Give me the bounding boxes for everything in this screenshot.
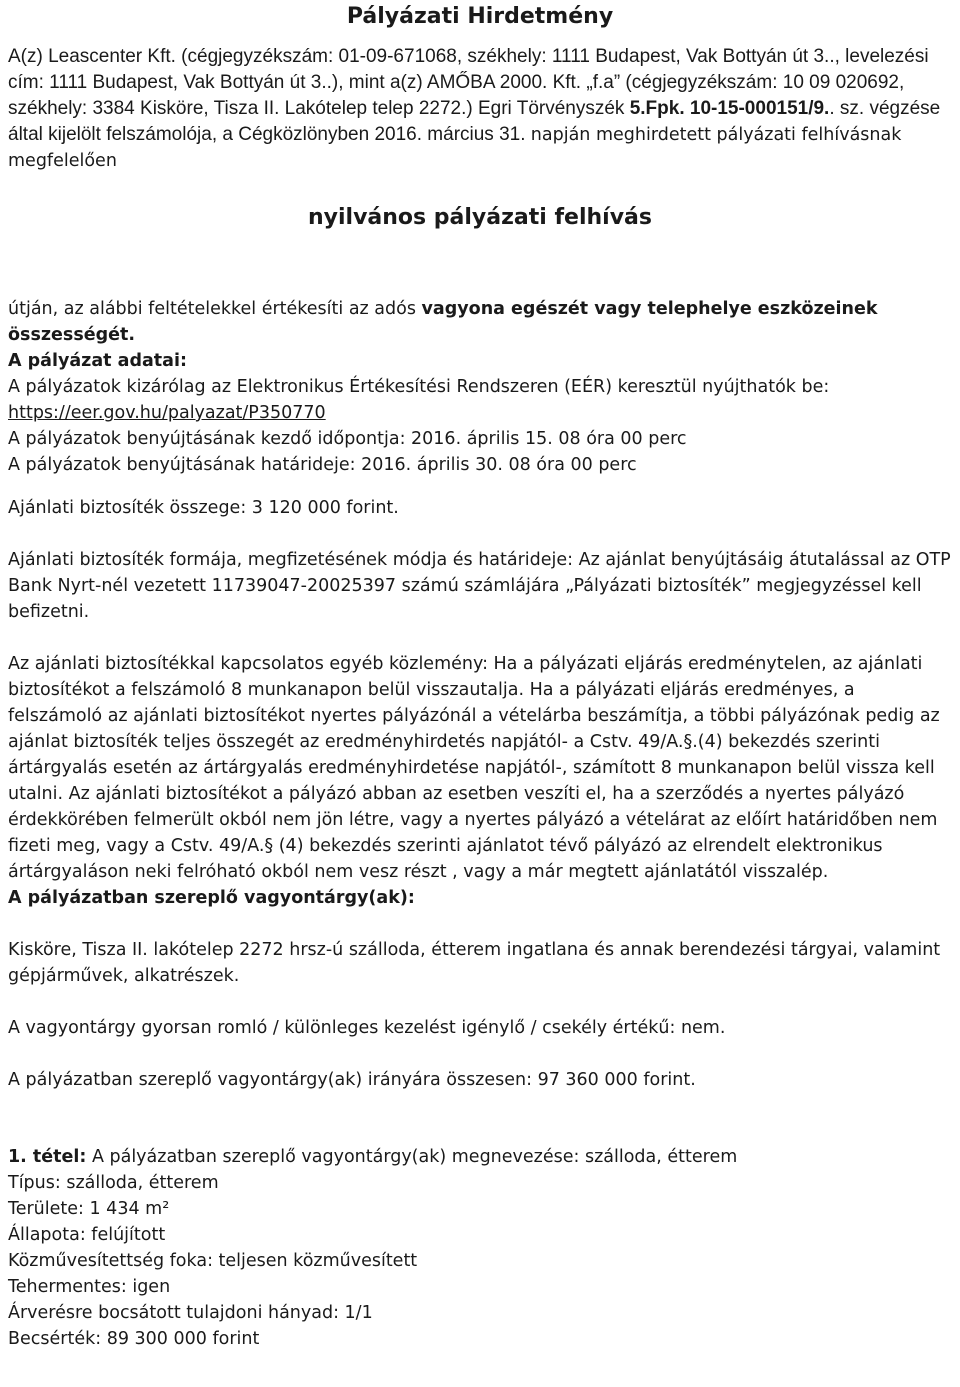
- submission-deadline: A pályázatok benyújtásának határideje: 2016. április 30. 08 óra 00 perc: [8, 455, 637, 475]
- intro-paragraph: [8, 44, 952, 174]
- spacer: [8, 625, 952, 651]
- lot-estimated-value: Becsérték: 89 300 000 forint: [8, 1329, 260, 1349]
- offer-text: útján, az alábbi feltételekkel értékesíti az adós: [8, 299, 422, 319]
- lot-encumbrance: Tehermentes: igen: [8, 1277, 171, 1297]
- submission-start: A pályázatok benyújtásának kezdő időpontja: 2016. április 15. 08 óra 00 perc: [8, 429, 687, 449]
- lot-name: A pályázatban szereplő vagyontárgy(ak) megnevezése: szálloda, étterem: [86, 1147, 738, 1167]
- assets-heading: A pályázatban szereplő vagyontárgy(ak):: [8, 888, 415, 908]
- lot-utilities: Közművesítettség foka: teljesen közművesített: [8, 1251, 418, 1271]
- tender-data-heading: A pályázat adatai:: [8, 351, 187, 371]
- subtitle: nyilvános pályázati felhívás: [307, 205, 652, 230]
- offer-bold-text: vagyona egészét vagy telephelye eszközeinek összességét.: [8, 299, 878, 345]
- deposit-other: Az ajánlati biztosítékkal kapcsolatos egyéb közlemény: Ha a pályázati eljárás eredménytelen, az ajánlati biztosítékot a felszámoló 8 munkanapon belül visszautalja. Ha a pályázati eljárás eredményes, a felszámoló az ajánlati biztosítékot nyertes pályázónál a vételárba beszámítja, a többi pályázónak pedig az ajánlat biztosíték teljes összegét az eredményhirdetés napjától- a Cstv. 49/A.§.(4) bekezdés szerinti ártárgyalás esetén az ártárgyalás eredményhirdetése napjától-, számított 8 munkanapon belül vissza kell utalni. Az ajánlati biztosítékot a pályázó abban az esetben veszíti el, ha a szerződés a nyertes pályázó érdekkörében felmerült okból nem jön létre, vagy a nyertes pályázó a vételárat az előírt határidőben nem fizeti meg, vagy a Cstv. 49/A.§ (4) bekezdés szerinti ajánlatot tévő pályázó az elrendelt elektronikus ártárgyaláson neki felróható okból nem vesz részt , vagy a már megtett ajánlatától visszalép.: [8, 654, 940, 882]
- intro-text-part1: A(z) Leascenter Kft. (cégjegyzékszám: 01-09-671068, székhely: 1111 Budapest, Vak Bottyán út 3.., levelezési cím: 1111 Budapest, Vak Bottyán út 3..), mint a(z) AMŐBA 2000. Kft. „f.a” (cégjegyzékszám: 10 09 020692, székhely: 3384 Kisköre, Tisza II. Lakótelep telep 2272.) Egri Törvényszék: [8, 46, 929, 119]
- offer-paragraph: [8, 296, 952, 348]
- lot-area: Területe: 1 434 m²: [8, 1199, 170, 1219]
- intro-text-part3: napján meghirdetett pályázati felhívásnak megfelelően: [8, 125, 902, 171]
- spacer: [8, 1093, 952, 1144]
- spacer: [8, 236, 952, 296]
- spacer: [8, 1041, 952, 1067]
- spacer: [8, 911, 952, 937]
- deposit-method: Ajánlati biztosíték formája, megfizetésének módja és határideje: Az ajánlat benyújtásáig átutalással az OTP Bank Nyrt-nél vezetett 11739047-20025397 számú számlájára „Pályázati biztosíték” megjegyzéssel kell befizetni.: [8, 550, 951, 622]
- eer-link[interactable]: https://eer.gov.hu/palyazat/P350770: [8, 403, 326, 423]
- submission-text: A pályázatok kizárólag az Elektronikus Értékesítési Rendszeren (EÉR) keresztül nyújthatók be:: [8, 377, 830, 397]
- spacer: [8, 521, 952, 547]
- spacer: [8, 989, 952, 1015]
- deposit-amount: Ajánlati biztosíték összege: 3 120 000 forint.: [8, 498, 399, 518]
- assets-description: Kisköre, Tisza II. lakótelep 2272 hrsz-ú szálloda, étterem ingatlana és annak berendezési tárgyai, valamint gépjárművek, alkatrészek.: [8, 940, 941, 986]
- lot-type: Típus: szálloda, étterem: [8, 1173, 219, 1193]
- intro-text-part2: . sz. végzése által kijelölt felszámolója, a Cégközlönyben 2016. március 31.: [8, 98, 941, 145]
- perishable-statement: A vagyontárgy gyorsan romló / különleges kezelést igénylő / csekély értékű: nem.: [8, 1018, 726, 1038]
- case-number: 5.Fpk. 10-15-000151/9.: [629, 98, 830, 119]
- lot-label: 1. tétel:: [8, 1147, 87, 1167]
- total-price: A pályázatban szereplő vagyontárgy(ak) irányára összesen: 97 360 000 forint.: [8, 1070, 696, 1090]
- lot-title: [8, 1144, 952, 1170]
- document-title: Pályázati Hirdetmény: [346, 4, 614, 29]
- lot-condition: Állapota: felújított: [8, 1225, 166, 1245]
- spacer: [8, 478, 952, 495]
- lot-ownership-share: Árverésre bocsátott tulajdoni hányad: 1/1: [8, 1303, 373, 1323]
